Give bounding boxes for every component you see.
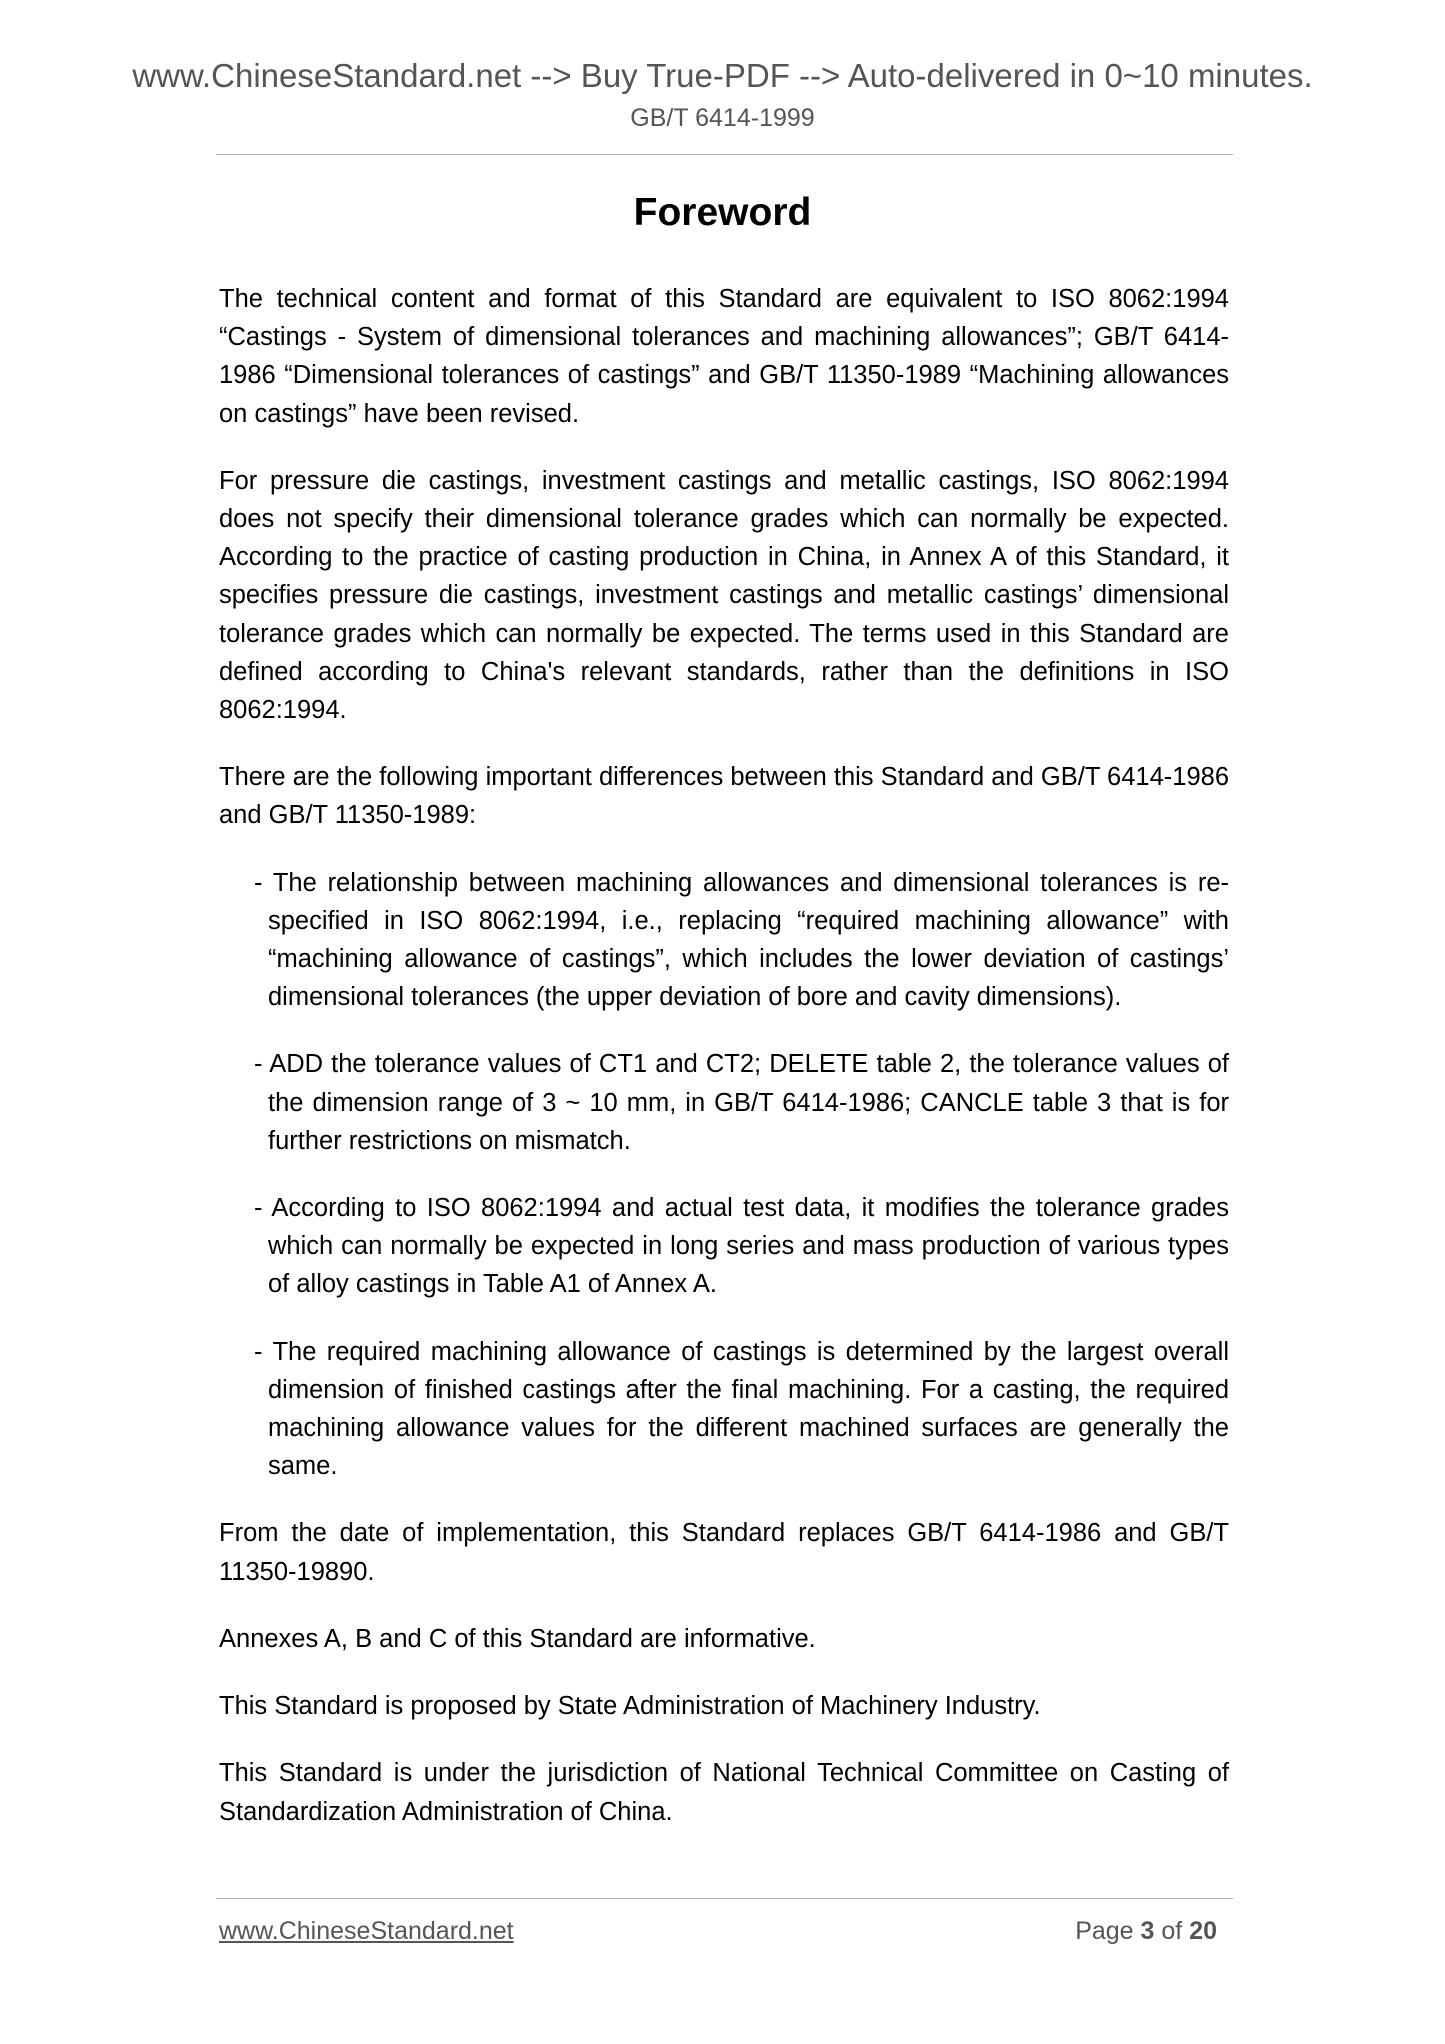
- difference-item-1: - The relationship between machining allowances and dimensional tolerances is re-specified in ISO 8062:1994, i.e., replacing “required machining allowance” with “machining allowance of castings”, which includes the lower deviation of castings’ dimensional tolerances (the upper deviation of bore and cavity dimensions).: [254, 868, 1229, 1012]
- paragraph-replaces: From the date of implementation, this Standard replaces GB/T 6414-1986 and GB/T 11350-19890.: [219, 1519, 1229, 1586]
- footer-divider: [216, 1898, 1233, 1899]
- page-total: 20: [1189, 1917, 1217, 1945]
- paragraph-annex-a: For pressure die castings, investment castings and metallic castings, ISO 8062:1994 does not specify their dimensional tolerance grades which can normally be expected. According to the practice of casting production in China, in Annex A of this Standard, it specifies pressure die castings, investment castings and metallic castings’ dimensional tolerance grades which can normally be expected. The terms used in this Standard are defined according to China's relevant standards, rather than the definitions in ISO 8062:1994.: [219, 466, 1229, 725]
- paragraph-annexes: Annexes A, B and C of this Standard are informative.: [219, 1624, 816, 1653]
- difference-item-2: - ADD the tolerance values of CT1 and CT2; DELETE table 2, the tolerance values of the dimension range of 3 ~ 10 mm, in GB/T 6414-1986; CANCLE table 3 that is for further restrictions on mismatch.: [254, 1050, 1229, 1155]
- header-divider: [216, 154, 1233, 155]
- paragraph-jurisdiction: This Standard is under the jurisdiction of National Technical Committee on Casting of Standardization Administration of China.: [219, 1759, 1229, 1826]
- header-banner: www.ChineseStandard.net --> Buy True-PDF --> Auto-delivered in 0~10 minutes.: [132, 57, 1313, 94]
- paragraph-proposed-by: This Standard is proposed by State Administration of Machinery Industry.: [219, 1692, 1041, 1721]
- page-title: Foreword: [633, 191, 812, 234]
- footer-site-link[interactable]: www.ChineseStandard.net: [219, 1917, 514, 1945]
- page-number: [1075, 1915, 1217, 1947]
- page-prefix: Page: [1075, 1917, 1141, 1945]
- page-of: of: [1154, 1917, 1190, 1945]
- difference-item-4: - The required machining allowance of castings is determined by the largest overall dimension of finished castings after the final machining. For a casting, the required machining allowance values for the different machined surfaces are generally the same.: [254, 1337, 1229, 1481]
- paragraph-differences-intro: There are the following important differences between this Standard and GB/T 6414-1986 and GB/T 11350-1989:: [219, 763, 1229, 830]
- document-body: [219, 280, 1229, 1860]
- paragraph-equivalence: The technical content and format of this Standard are equivalent to ISO 8062:1994 “Castings - System of dimensional tolerances and machining allowances”; GB/T 6414-1986 “Dimensional tolerances of castings” and GB/T 11350-1989 “Machining allowances on castings” have been revised.: [219, 285, 1229, 428]
- page-current: 3: [1140, 1917, 1155, 1945]
- difference-item-3: - According to ISO 8062:1994 and actual test data, it modifies the tolerance grades which can normally be expected in long series and mass production of various types of alloy castings in Table A1 of Annex A.: [254, 1194, 1229, 1299]
- standard-code: GB/T 6414-1999: [630, 104, 815, 132]
